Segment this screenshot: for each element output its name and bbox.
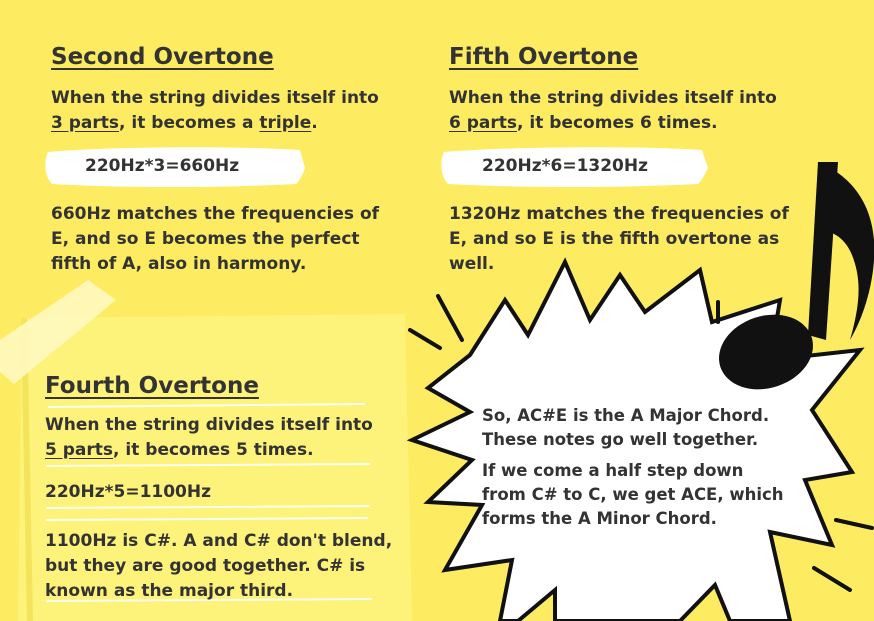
- fifth-overtone-intro: [449, 86, 777, 136]
- fourth-overtone-title: Fourth Overtone: [45, 373, 259, 399]
- fourth-intro-line1: When the string divides itself into: [45, 415, 373, 435]
- second-overtone-intro: [51, 86, 379, 136]
- second-intro-line1: When the string divides itself into: [51, 88, 379, 108]
- second-desc-line1: 660Hz matches the frequencies of: [51, 204, 380, 224]
- fifth-formula: 220Hz*6=1320Hz: [482, 156, 649, 176]
- fourth-overtone-intro: [45, 413, 373, 463]
- second-desc-line2: E, and so E becomes the perfect: [51, 229, 360, 249]
- fourth-desc-line3: known as the major third.: [45, 581, 294, 601]
- second-triple: triple: [259, 113, 312, 133]
- fourth-parts: 5 parts: [45, 440, 114, 460]
- bubble-line3: If we come a half step down: [482, 461, 744, 480]
- fifth-intro-line2: [449, 111, 777, 136]
- second-end: .: [311, 113, 318, 133]
- second-overtone-title: Second Overtone: [51, 44, 274, 70]
- fourth-overtone-desc: [45, 529, 392, 604]
- fifth-intro-line1: When the string divides itself into: [449, 88, 777, 108]
- second-intro-line2: [51, 111, 379, 136]
- bubble-line1: So, AC#E is the A Major Chord.: [482, 406, 770, 425]
- second-overtone-desc: [51, 202, 379, 277]
- second-desc-line3: fifth of A, also in harmony.: [51, 254, 307, 274]
- second-mid: , it becomes a: [119, 113, 260, 133]
- fifth-desc-line3: well.: [449, 254, 495, 274]
- bubble-line2: These notes go well together.: [482, 430, 759, 449]
- bubble-major-chord: [482, 404, 769, 452]
- bubble-minor-chord: [482, 459, 784, 531]
- fourth-rest: , it becomes 5 times.: [113, 440, 314, 460]
- second-parts: 3 parts: [51, 113, 120, 133]
- fourth-desc-line2: but they are good together. C# is: [45, 556, 366, 576]
- fourth-formula: 220Hz*5=1100Hz: [45, 482, 212, 502]
- fourth-intro-line2: [45, 438, 373, 463]
- fifth-desc-line2: E, and so E is the fifth overtone as: [449, 229, 780, 249]
- fifth-desc-line1: 1320Hz matches the frequencies of: [449, 204, 789, 224]
- second-formula: 220Hz*3=660Hz: [85, 156, 240, 176]
- fifth-overtone-desc: [449, 202, 789, 277]
- fifth-overtone-title: Fifth Overtone: [449, 44, 639, 70]
- fifth-rest: , it becomes 6 times.: [517, 113, 718, 133]
- bubble-line5: forms the A Minor Chord.: [482, 509, 717, 528]
- bubble-line4: from C# to C, we get ACE, which: [482, 485, 784, 504]
- fifth-parts: 6 parts: [449, 113, 518, 133]
- fourth-desc-line1: 1100Hz is C#. A and C# don't blend,: [45, 531, 393, 551]
